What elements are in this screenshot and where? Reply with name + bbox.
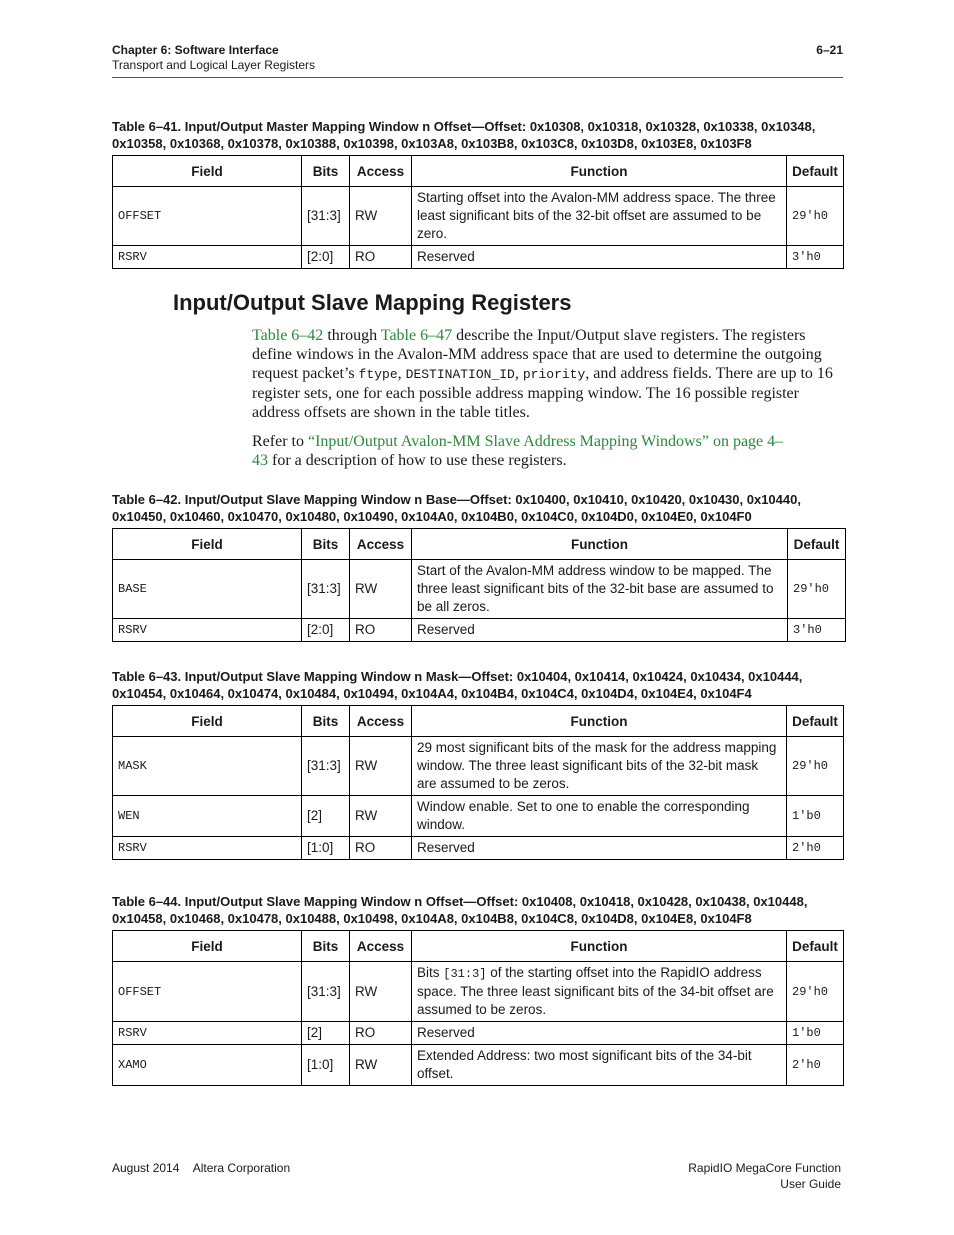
col-header-default: Default [787, 931, 844, 962]
cell-access: RO [350, 1022, 412, 1045]
cell-function: Reserved [412, 246, 787, 269]
col-header-default: Default [787, 156, 844, 187]
text-run: , [397, 365, 406, 382]
cell-bits: [2] [302, 796, 350, 837]
footer-right [688, 1160, 841, 1192]
footer-left [112, 1160, 290, 1176]
text-run: for a description of how to use these registers. [268, 452, 567, 469]
cell-access: RW [350, 737, 412, 796]
cell-bits: [1:0] [302, 1045, 350, 1086]
table-header-row [113, 529, 846, 560]
cell-default: 29'h0 [787, 962, 844, 1022]
cell-bits: [2] [302, 1022, 350, 1045]
cell-function: Reserved [412, 1022, 787, 1045]
cell-default: 29'h0 [787, 737, 844, 796]
table-43-caption [112, 668, 852, 702]
cell-function: Start of the Avalon-MM address window to be mapped. The three least significant bits of the 32-bit base are assumed to be all zeros. [412, 560, 788, 619]
table-row [113, 962, 844, 1022]
cell-default: 2'h0 [787, 837, 844, 860]
cell-default: 29'h0 [788, 560, 846, 619]
cell-function: Starting offset into the Avalon-MM address space. The three least significant bits of the 32-bit offset are assumed to be zero. [412, 187, 787, 246]
cell-access: RW [350, 962, 412, 1022]
section-paragraph-1 [252, 326, 844, 422]
table-header-row [113, 706, 844, 737]
cell-function: Reserved [412, 837, 787, 860]
page-number: 6–21 [816, 43, 843, 57]
col-header-function: Function [412, 156, 787, 187]
section-title: Input/Output Slave Mapping Registers [173, 290, 572, 315]
cell-function: Window enable. Set to one to enable the corresponding window. [412, 796, 787, 837]
cell-field: RSRV [113, 619, 302, 642]
col-header-bits: Bits [302, 156, 350, 187]
text-run: , and address fields. There are up to 16 register sets, one for each possible address mapping window. The 16 possible register address offsets are shown in the table titles. [252, 365, 833, 421]
footer-product: RapidIO MegaCore Function [688, 1161, 841, 1175]
cell-bits: [1:0] [302, 837, 350, 860]
col-header-access: Access [350, 529, 412, 560]
table-header-row [113, 156, 844, 187]
cell-field: MASK [113, 737, 302, 796]
code-priority: priority [522, 367, 586, 382]
code-bits-range: [31:3] [443, 967, 487, 981]
caption-line: 0x10358, 0x10368, 0x10378, 0x10388, 0x10398, 0x103A8, 0x103B8, 0x103C8, 0x103D8, 0x103E8, 0x103F8 [112, 136, 752, 151]
col-header-default: Default [787, 706, 844, 737]
table-41-caption [112, 118, 852, 152]
col-header-bits: Bits [302, 529, 350, 560]
table-row [113, 796, 844, 837]
cell-access: RO [350, 619, 412, 642]
caption-line: Table 6–42. Input/Output Slave Mapping Window n Base—Offset: 0x10400, 0x10410, 0x10420, 0x10430, 0x10440, [112, 492, 801, 507]
cell-function: Reserved [412, 619, 788, 642]
cell-field: RSRV [113, 1022, 302, 1045]
col-header-default: Default [788, 529, 846, 560]
text-run: Bits [417, 965, 444, 980]
col-header-function: Function [412, 706, 787, 737]
cell-function: 29 most significant bits of the mask for the address mapping window. The three least significant bits of the 32-bit mask are assumed to be zeros. [412, 737, 787, 796]
cell-access: RW [350, 187, 412, 246]
col-header-bits: Bits [302, 931, 350, 962]
table-41 [112, 155, 844, 269]
cell-bits: [31:3] [302, 737, 350, 796]
footer-doc-type: User Guide [780, 1177, 841, 1191]
caption-line: Table 6–43. Input/Output Slave Mapping Window n Mask—Offset: 0x10404, 0x10414, 0x10424, 0x10434, 0x10444, [112, 669, 803, 684]
table-row [113, 737, 844, 796]
cell-default: 3'h0 [788, 619, 846, 642]
header-subtitle: Transport and Logical Layer Registers [112, 58, 315, 72]
chapter-title: Chapter 6: Software Interface [112, 43, 279, 57]
code-destination-id: DESTINATION_ID [405, 367, 515, 382]
table-row [113, 187, 844, 246]
cell-field: WEN [113, 796, 302, 837]
cell-default: 29'h0 [787, 187, 844, 246]
cell-field: BASE [113, 560, 302, 619]
table-row [113, 1022, 844, 1045]
col-header-function: Function [412, 931, 787, 962]
col-header-field: Field [113, 931, 302, 962]
text-run: describe the Input/Output slave registers. The registers define windows in the Avalon-MM address space that are used to determine the outgoing request packet’s [252, 327, 822, 382]
table-row [113, 560, 846, 619]
table-43 [112, 705, 844, 860]
cell-function [412, 962, 787, 1022]
running-header [112, 43, 843, 73]
cell-bits: [2:0] [302, 619, 350, 642]
caption-line: 0x10458, 0x10468, 0x10478, 0x10488, 0x10498, 0x104A8, 0x104B8, 0x104C8, 0x104D8, 0x104E8, 0x104F8 [112, 911, 752, 926]
footer-company: Altera Corporation [192, 1161, 291, 1175]
text-run: through [323, 327, 381, 344]
table-44 [112, 930, 844, 1086]
caption-line: 0x10454, 0x10464, 0x10474, 0x10484, 0x10494, 0x104A4, 0x104B4, 0x104C4, 0x104D4, 0x104E4, 0x104F4 [112, 686, 752, 701]
col-header-function: Function [412, 529, 788, 560]
table-44-caption [112, 893, 852, 927]
cell-access: RO [350, 246, 412, 269]
text-run: , [514, 365, 523, 382]
col-header-bits: Bits [302, 706, 350, 737]
col-header-field: Field [113, 156, 302, 187]
link-table-6-47[interactable]: Table 6–47 [380, 327, 453, 344]
cell-access: RW [350, 1045, 412, 1086]
cell-function: Extended Address: two most significant bits of the 34-bit offset. [412, 1045, 787, 1086]
header-rule [112, 77, 843, 78]
col-header-field: Field [113, 706, 302, 737]
section-paragraph-2 [252, 432, 792, 470]
cell-bits: [31:3] [302, 560, 350, 619]
cell-field: XAMO [113, 1045, 302, 1086]
link-slave-address-mapping[interactable]: “Input/Output Avalon-MM Slave Address Mapping Windows” on page 4–43 [252, 433, 784, 469]
table-row [113, 619, 846, 642]
cell-access: RO [350, 837, 412, 860]
text-run: of the starting offset into the RapidIO address space. The three least significant bits of the 34-bit offset are assumed to be zeros. [417, 965, 774, 1017]
link-table-6-42[interactable]: Table 6–42 [252, 327, 324, 344]
cell-bits: [2:0] [302, 246, 350, 269]
cell-field: OFFSET [113, 187, 302, 246]
cell-default: 1'b0 [787, 796, 844, 837]
table-row [113, 1045, 844, 1086]
cell-default: 1'b0 [787, 1022, 844, 1045]
caption-line: Table 6–41. Input/Output Master Mapping Window n Offset—Offset: 0x10308, 0x10318, 0x10328, 0x10338, 0x10348, [112, 119, 816, 134]
footer-date: August 2014 [112, 1161, 180, 1175]
cell-access: RW [350, 796, 412, 837]
col-header-access: Access [350, 931, 412, 962]
table-row [113, 246, 844, 269]
col-header-field: Field [113, 529, 302, 560]
cell-default: 3'h0 [787, 246, 844, 269]
table-header-row [113, 931, 844, 962]
cell-field: RSRV [113, 246, 302, 269]
table-row [113, 837, 844, 860]
cell-default: 2'h0 [787, 1045, 844, 1086]
col-header-access: Access [350, 706, 412, 737]
cell-field: OFFSET [113, 962, 302, 1022]
caption-line: 0x10450, 0x10460, 0x10470, 0x10480, 0x10490, 0x104A0, 0x104B0, 0x104C0, 0x104D0, 0x104E0, 0x104F0 [112, 509, 752, 524]
code-ftype: ftype [358, 367, 398, 382]
col-header-access: Access [350, 156, 412, 187]
caption-line: Table 6–44. Input/Output Slave Mapping Window n Offset—Offset: 0x10408, 0x10418, 0x10428, 0x10438, 0x10448, [112, 894, 808, 909]
table-42-caption [112, 491, 852, 525]
text-run: Refer to [252, 433, 308, 450]
cell-bits: [31:3] [302, 187, 350, 246]
cell-access: RW [350, 560, 412, 619]
table-42 [112, 528, 846, 642]
cell-field: RSRV [113, 837, 302, 860]
cell-bits: [31:3] [302, 962, 350, 1022]
